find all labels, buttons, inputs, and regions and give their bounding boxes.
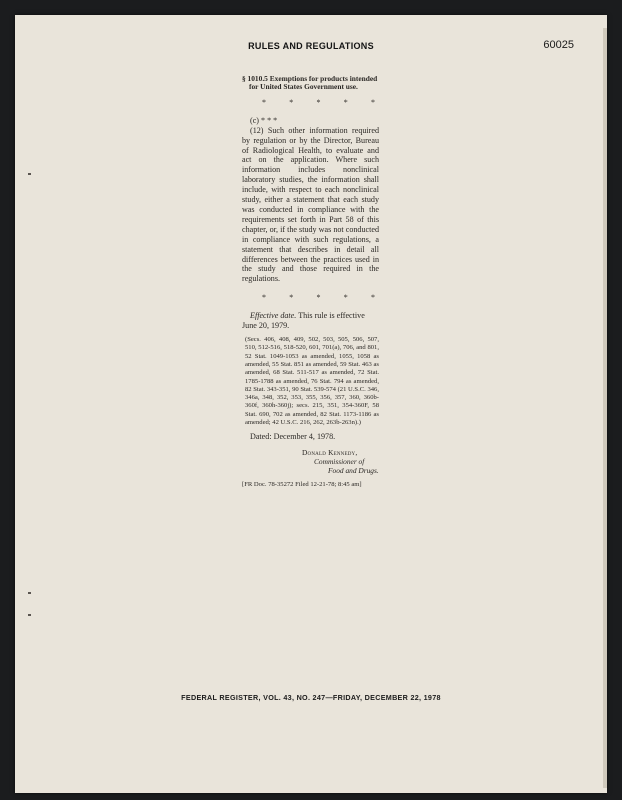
signature-block — [242, 448, 379, 475]
page-number: 60025 — [543, 39, 574, 51]
star: * — [262, 97, 266, 107]
page-edge — [603, 28, 607, 788]
effective-date-text: This rule is effective June 20, 1979. — [242, 311, 365, 331]
star: * — [371, 293, 375, 303]
section-heading — [242, 75, 379, 92]
rule-column — [242, 75, 379, 490]
section-heading-line2: for United States Government use. — [249, 82, 358, 92]
omission-stars — [242, 293, 379, 303]
star: * — [289, 293, 294, 303]
signer-title-line1: Commissioner of — [314, 457, 365, 467]
star: * — [343, 293, 348, 303]
page-footer: FEDERAL REGISTER, VOL. 43, NO. 247—FRIDAY, DECEMBER 22, 1978 — [181, 693, 441, 702]
star: * — [316, 293, 321, 303]
effective-date — [242, 311, 379, 331]
fr-doc-line: [FR Doc. 78-35272 Filed 12-21-78; 8:45 am] — [242, 481, 362, 489]
binding-mark — [28, 173, 31, 175]
authority-citation: (Secs. 406, 408, 409, 502, 503, 505, 506, 507, 510, 512-516, 518-520, 601, 701(a), 706, and 801, 52 Stat. 1049-1053 as amended, 1055, 1058 as amended, 55 Stat. 851 as amended, 59 Stat. 463 as amended, 68 Stat. 511-517 as amended, 72 Stat. 1785-1788 as amended, 76 Stat. 794 as amended, 82 Stat. 343-351, 90 Stat. 539-574 (21 U.S.C. 346, 346a, 348, 352, 353, 355, 356, 357, 360, 360b-360f, 360h-360j); secs. 215, 351, 354-360F, 58 Stat. 690, 702 as amended, 82 Stat. 1173-1186 as amended; 42 U.S.C. 216, 262, 263b-263n).) — [245, 336, 379, 426]
star: * — [343, 97, 348, 107]
star: * — [316, 97, 321, 107]
star: * — [262, 293, 266, 303]
omission-stars — [242, 98, 379, 108]
binding-mark — [28, 614, 31, 616]
signer-title-line2: Food and Drugs. — [328, 466, 379, 476]
page-header-title: RULES AND REGULATIONS — [248, 41, 374, 51]
star: * — [371, 97, 375, 107]
dated-line: Dated: December 4, 1978. — [250, 432, 336, 442]
binding-mark — [28, 592, 31, 594]
signer-name: Donald Kennedy, — [302, 448, 358, 458]
paragraph-12: (12) Such other information required by regulation or by the Director, Bureau of Radiological Health, to evaluate and act on the application. Where such information includes nonclinical laboratory studies, the information shall include, with respect to each nonclinical study, either a statement that each study was conducted in compliance with the requirements set forth in Part 58 of this chapter, or, if the study was not conducted in compliance with such regulations, a statement that describes in detail all differences between the practices used in the study and those required in the regulations. — [242, 125, 379, 284]
star: * — [289, 97, 294, 107]
show-through-text — [470, 500, 476, 523]
effective-date-label: Effective date. — [250, 311, 297, 321]
subparagraph-marker: (c) * * * — [250, 115, 278, 125]
section-heading-line1: § 1010.5 Exemptions for products intended — [242, 74, 378, 83]
